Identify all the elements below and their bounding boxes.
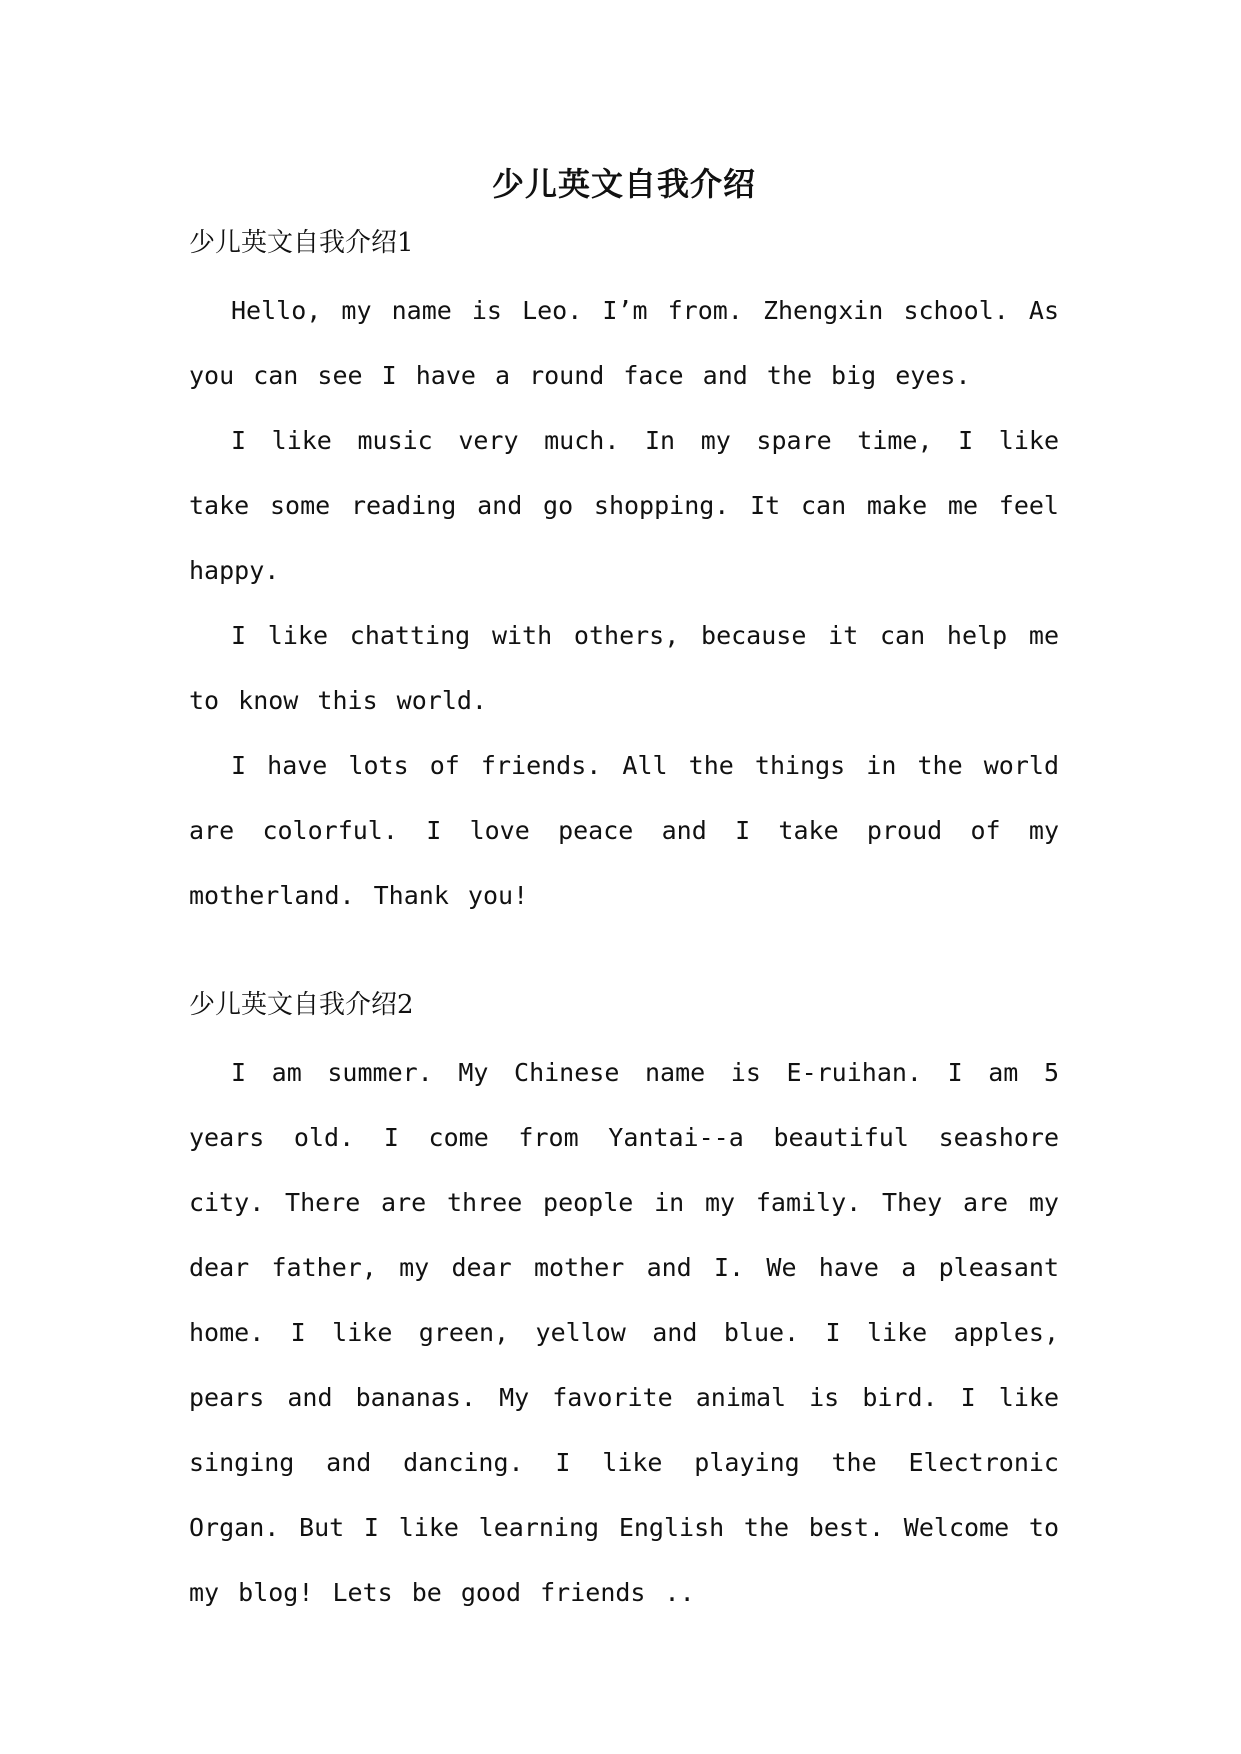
section-1 [189,226,1059,928]
section-2-heading: 少儿英文自我介绍2 [189,990,414,1020]
document-title: 少儿英文自我介绍 [491,165,756,203]
section-1-paragraph-2: I like music very much. In my spare time, I like take some reading and go shopping. It can make me feel happy. [189,426,1059,585]
document-body [189,160,1059,1625]
section-2-paragraph-1: I am summer. My Chinese name is E-ruihan. I am 5 years old. I come from Yantai--a beautiful seashore city. There are three people in my family. They are my dear father, my dear mother and I. We have a pleasant home. I like green, yellow and blue. I like apples, pears and bananas. My favorite animal is bird. I like singing and dancing. I like playing the Electronic Organ. But I like learning English the best. Welcome to my blog! Lets be good friends .. [189,1058,1059,1607]
section-1-paragraph-3: I like chatting with others, because it can help me to know this world. [189,621,1059,715]
section-1-paragraph-4: I have lots of friends. All the things in the world are colorful. I love peace and I take proud of my motherland. Thank you! [189,751,1059,910]
section-2 [189,988,1059,1625]
section-1-heading: 少儿英文自我介绍1 [189,228,414,258]
section-1-paragraph-1: Hello, my name is Leo. I’m from. Zhengxin school. As you can see I have a round face and the big eyes. [189,296,1059,390]
section-spacer [189,928,1059,988]
